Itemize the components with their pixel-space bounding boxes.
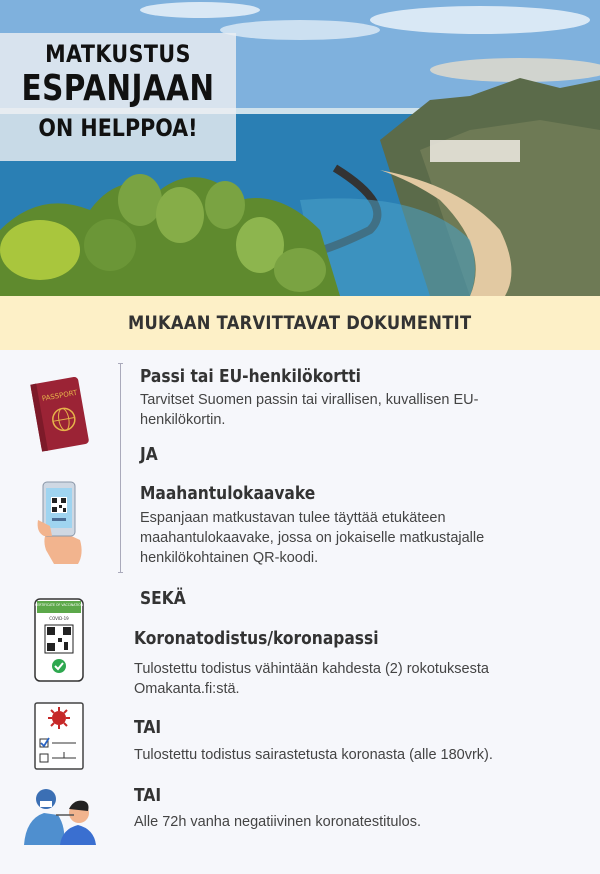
passport-heading: Passi tai EU-henkilökortti — [140, 366, 361, 387]
form-heading: Maahantulokaavake — [140, 483, 316, 504]
recovery-heading: TAI — [134, 717, 162, 738]
recovery-text: Tulostettu todistus sairastetusta koronasta (alle 180vrk). — [134, 747, 493, 763]
hero-title-line1: MATKUSTUS — [45, 40, 191, 68]
timeline-line — [120, 363, 121, 573]
passport-text: Tarvitset Suomen passin tai virallisen, kuvallisen EU-henkilökortin. — [140, 392, 479, 428]
test-heading: TAI — [134, 785, 162, 806]
form-text: Espanjaan matkustavan tulee täyttää etukäteen maahantulokaavake, jossa on jokaiselle matkustajalle henkilökohtainen QR-koodi. — [140, 510, 485, 566]
certificate-card-sub: COVID-19 — [49, 616, 69, 621]
connector-seka: SEKÄ — [140, 588, 186, 609]
banner-label: MUKAAN TARVITTAVAT DOKUMENTIT — [128, 312, 472, 334]
covid-test-icon — [22, 785, 100, 852]
hero-title-line2: ESPANJAAN — [21, 68, 215, 109]
covid-pass-text: Tulostettu todistus vähintään kahdesta (2) rokotuksesta Omakanta.fi:stä. — [134, 661, 489, 697]
hero-image — [0, 0, 600, 296]
hero-title-box — [0, 33, 236, 161]
covid-pass-heading: Koronatodistus/koronapassi — [134, 628, 379, 649]
recovery-clipboard-icon — [34, 702, 84, 775]
vaccination-certificate-icon — [34, 598, 84, 687]
test-text: Alle 72h vanha negatiivinen koronatestitulos. — [134, 814, 421, 830]
documents-banner — [0, 296, 600, 350]
passport-icon — [30, 376, 90, 459]
hero-title-line3: ON HELPPOA! — [38, 114, 198, 142]
certificate-card-title: CERTIFICATE OF VACCINATION — [35, 603, 83, 607]
connector-ja: JA — [140, 444, 158, 465]
passport-icon-label: PASSPORT — [41, 388, 78, 403]
phone-qr-icon — [34, 480, 86, 571]
